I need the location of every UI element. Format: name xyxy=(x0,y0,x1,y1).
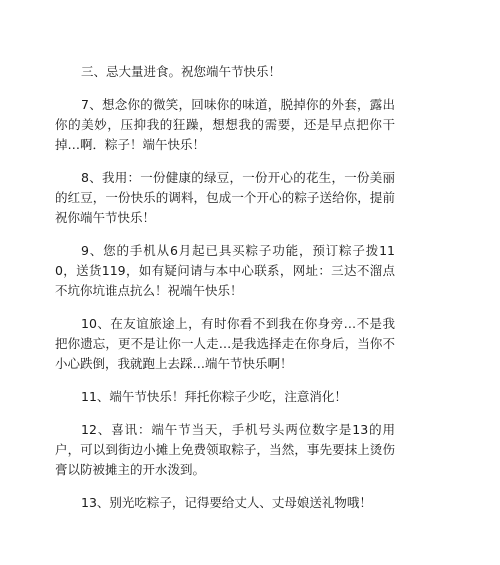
document-body xyxy=(55,62,395,513)
paragraph-greeting-8: 8、我用：一份健康的绿豆，一份开心的花生，一份美丽的红豆，一份快乐的调料，包成一个开心的粽子送给你，提前祝你端午节快乐！ xyxy=(55,170,395,225)
paragraph-greeting-11: 11、端午节快乐！拜托你粽子少吃，注意消化！ xyxy=(81,389,347,404)
paragraph-greeting-10: 10、在友谊旅途上，有时你看不到我在你身旁…不是我把你遗忘，更不是让你一人走…是我选择走在你身后，当你不小心跌倒，我就跑上去踩…端午节快乐啊！ xyxy=(55,316,395,371)
paragraph-greeting-7: 7、想念你的微笑，回味你的味道，脱掉你的外套，露出你的美妙，压抑我的狂躁，想想我的需要，还是早点把你干掉…啊．粽子！端午快乐！ xyxy=(55,97,395,152)
paragraph-greeting-13: 13、别光吃粽子，记得要给丈人、丈母娘送礼物哦！ xyxy=(81,495,372,510)
paragraph-greeting-3: 三、忌大量进食。祝您端午节快乐！ xyxy=(81,64,282,79)
paragraph-greeting-12: 12、喜讯：端午节当天，手机号头两位数字是13的用户，可以到街边小摊上免费领取粽子，当然，事先要抹上烫伤膏以防被摊主的开水泼到。 xyxy=(55,422,395,477)
paragraph-greeting-9: 9、您的手机从6月起已具买粽子功能，预订粽子拨110，送货119，如有疑问请与本中心联系，网址：三达不溜点不坑你坑谁点抗么！祝端午快乐！ xyxy=(55,243,395,298)
